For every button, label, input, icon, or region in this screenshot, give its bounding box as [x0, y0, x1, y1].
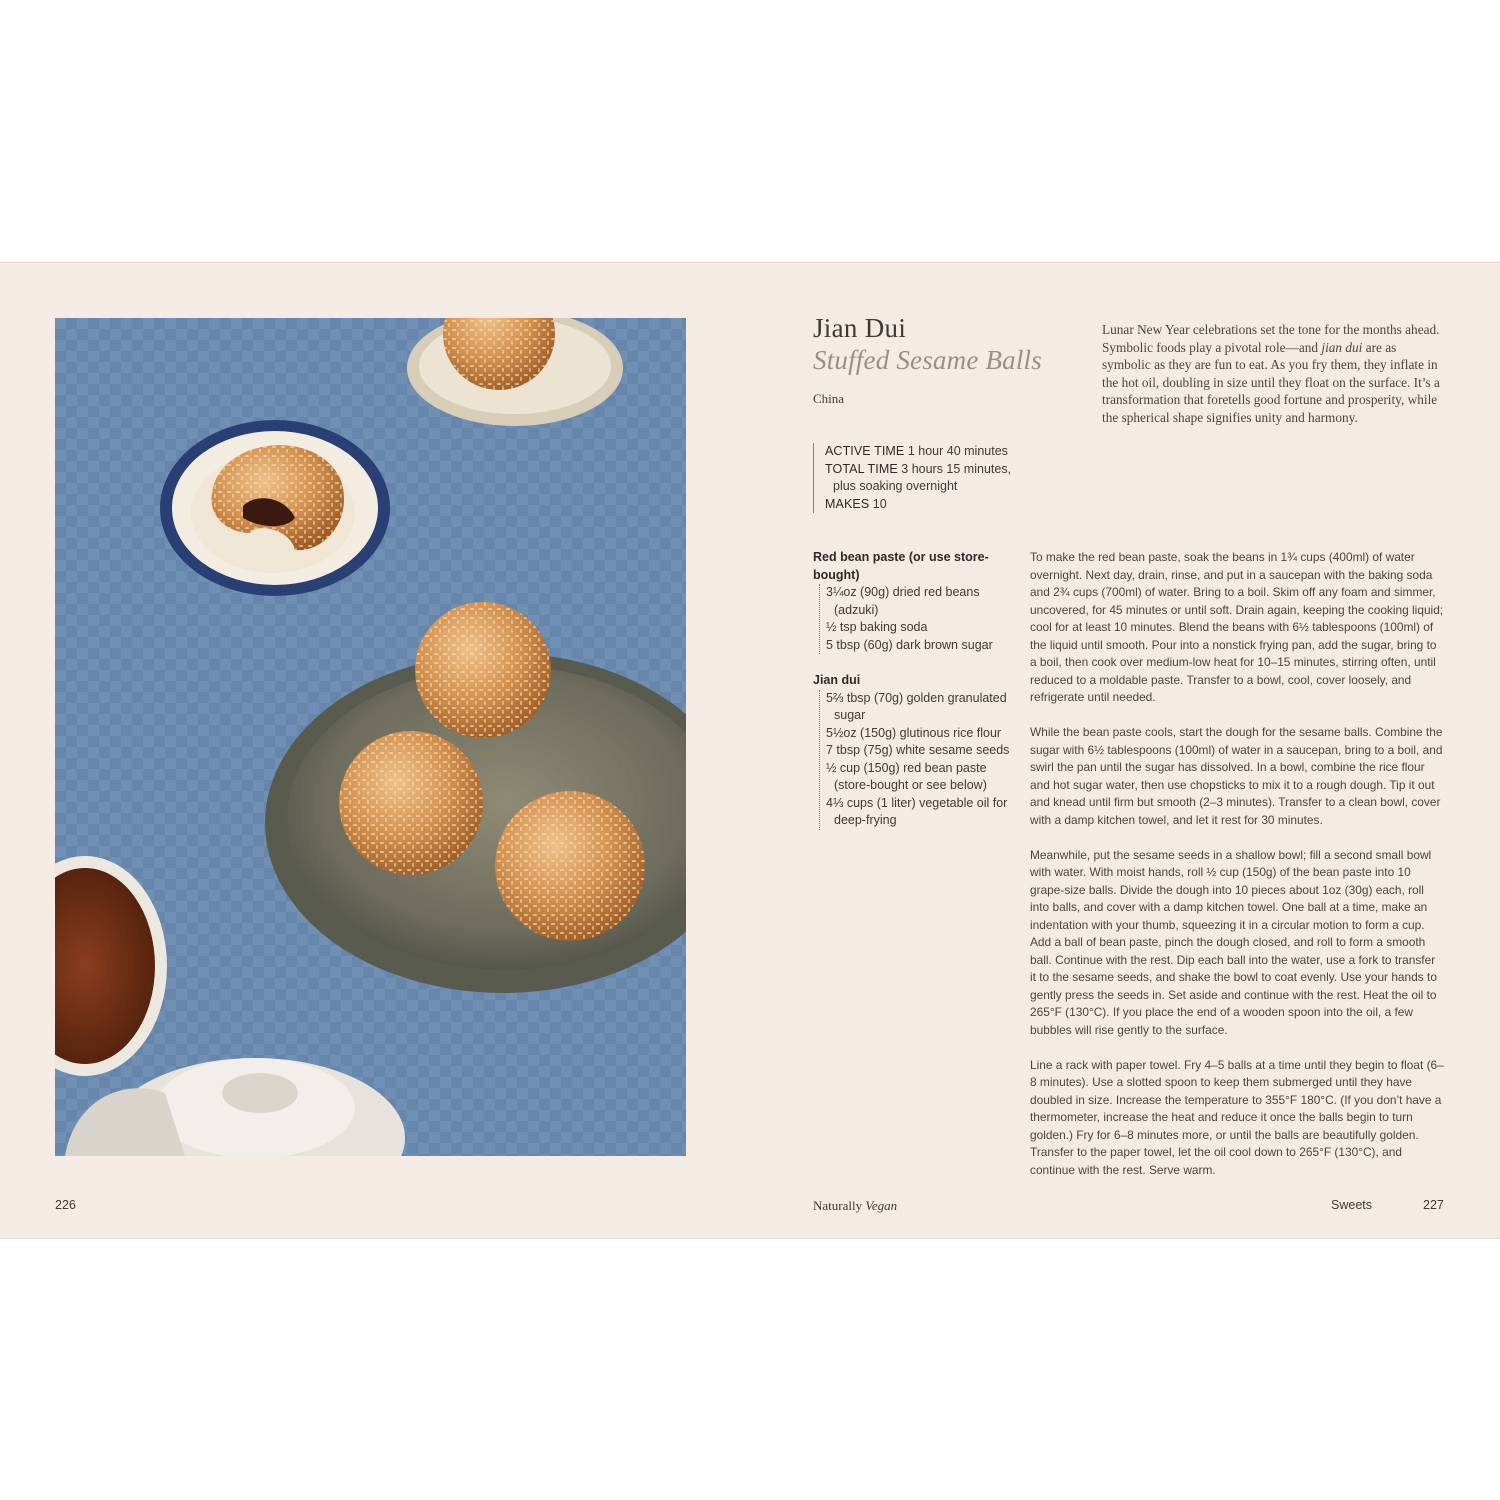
ingredients — [813, 549, 1013, 848]
recipe-intro — [1102, 321, 1447, 427]
makes-value: 10 — [872, 496, 887, 511]
left-page-number: 226 — [55, 1198, 76, 1212]
ingredient-item: 5½oz (150g) glutinous rice flour — [826, 725, 1002, 740]
ingredient-item: 7 tbsp (75g) white sesame seeds — [826, 743, 1010, 757]
ingredient-item: 5⅔ tbsp (70g) golden granulated sugar — [826, 690, 1007, 722]
intro-italic: jian dui — [1321, 339, 1363, 355]
right-page-number: 227 — [1423, 1198, 1444, 1212]
method-step: While the bean paste cools, start the dough for the sesame balls. Combine the sugar with 6½ tablespoons (100ml) of water in a saucepan, bring to a boil, and swirl the pan until the sugar has dissolved. In a bowl, combine the rice flour and hot sugar water, then use chopsticks to mix it to a rough dough. Tip it out and knead until firm but smooth (2–3 minutes). Transfer to a clean bowl, cover with a damp kitchen towel, and let it rest for 30 minutes. — [1030, 725, 1443, 827]
book-title-plain: Naturally — [813, 1198, 866, 1213]
ingredient-item: ½ cup (150g) red bean paste (store-bought or see below) — [826, 760, 987, 792]
makes — [825, 496, 1025, 514]
recipe-subtitle: Stuffed Sesame Balls — [813, 345, 1042, 375]
ingredient-list — [819, 584, 1013, 654]
total-time — [825, 461, 1025, 496]
section-name: Sweets — [1331, 1198, 1372, 1212]
active-time-value: 1 hour 40 minutes — [907, 444, 1008, 458]
book-title-footer — [813, 1198, 897, 1214]
intro-part: are as symbolic as they are fun to eat. As you fry them, they inflate in the hot oil, doubling in size until they float on the surface. It’s a transformation that foretells good fortune and prosperity, while the spherical shape signifies unity and harmony. — [1102, 339, 1440, 425]
sesame-ball-3 — [495, 791, 645, 941]
recipe-origin: China — [813, 391, 845, 406]
ingredient-item: 3¼oz (90g) dried red beans (adzuki) — [826, 585, 980, 617]
method-step: Line a rack with paper towel. Fry 4–5 balls at a time until they begin to float (6–8 minutes). Use a slotted spoon to keep them submerged until they have doubled in size. Increase the temperature to 355°F 180°C. (If you don’t have a thermometer, increase the heat and reduce it once the balls begin to turn golden.) Fry for 6–8 minutes more, or until the balls are beautifully golden. Transfer to the paper towel, let the oil cool down to 265°F (130°C), and continue with the rest. Serve warm. — [1030, 1057, 1444, 1177]
recipe-title: Jian Dui — [813, 313, 907, 343]
sesame-ball-2 — [339, 731, 483, 875]
active-time — [825, 443, 1025, 461]
book-spread — [0, 262, 1500, 1239]
ingredient-group-heading: Jian dui — [813, 673, 861, 687]
blue-rim-plate — [160, 420, 390, 596]
method — [1030, 549, 1444, 1197]
method-step: Meanwhile, put the sesame seeds in a shallow bowl; fill a second small bowl with water. With moist hands, roll ½ cup (150g) of the bean paste into 10 grape-size balls. Divide the dough into 10 pieces about 1oz (30g) each, roll into balls, and cover with a damp kitchen towel. One ball at a time, make an indentation with your thumb, squeezing it in a circular motion to form a cup. Add a ball of bean paste, pinch the dough closed, and roll to form a smooth ball. Continue with the rest. Dip each ball into the water, use a fork to transfer it to the sesame seeds, and shake the bowl to coat evenly. Use your hands to gently press the seeds in. Set aside and continue with the rest. Heat the oil to 265°F (130°C). If you place the end of a wooden spoon into the oil, a few bubbles will rise gently to the surface. — [1030, 847, 1437, 1037]
total-time-note: plus soaking overnight — [833, 479, 958, 493]
ingredient-item: 4⅓ cups (1 liter) vegetable oil for deep-frying — [826, 795, 1008, 827]
book-title-italic: Vegan — [865, 1198, 898, 1213]
timing-box — [813, 443, 1025, 513]
ingredient-list — [819, 690, 1013, 830]
method-step: To make the red bean paste, soak the beans in 1¾ cups (400ml) of water overnight. Next day, drain, rinse, and put in a saucepan with the baking soda and 2¾ cups (700ml) of water. Bring to a boil. Skim off any foam and simmer, uncovered, for 45 minutes or until soft. Drain again, keeping the cooking liquid; cool for at least 10 minutes. Blend the beans with 6½ tablespoons (100ml) of the liquid until smooth. Pour into a nonstick frying pan, add the sugar, bring to a boil, then cook over medium-low heat for 10–15 minutes, stirring often, until reduced to a moldable paste. Transfer to a bowl, cool, cover loosely, and refrigerate until needed. — [1030, 550, 1444, 704]
sesame-ball-1 — [415, 602, 551, 738]
total-time-label: TOTAL TIME — [825, 461, 898, 476]
recipe-photo — [55, 318, 686, 1156]
ingredient-item: 5 tbsp (60g) dark brown sugar — [826, 637, 993, 652]
intro-part: Lunar New Year celebrations set the tone for the months ahead. Symbolic foods play a pivotal role—and — [1102, 322, 1440, 355]
total-time-value: 3 hours 15 minutes, — [901, 461, 1012, 476]
active-time-label: ACTIVE TIME — [825, 444, 905, 458]
makes-label: MAKES — [825, 496, 870, 511]
ingredient-item: ½ tsp baking soda — [826, 620, 928, 634]
ingredient-group-heading: Red bean paste (or use store-bought) — [813, 550, 989, 582]
